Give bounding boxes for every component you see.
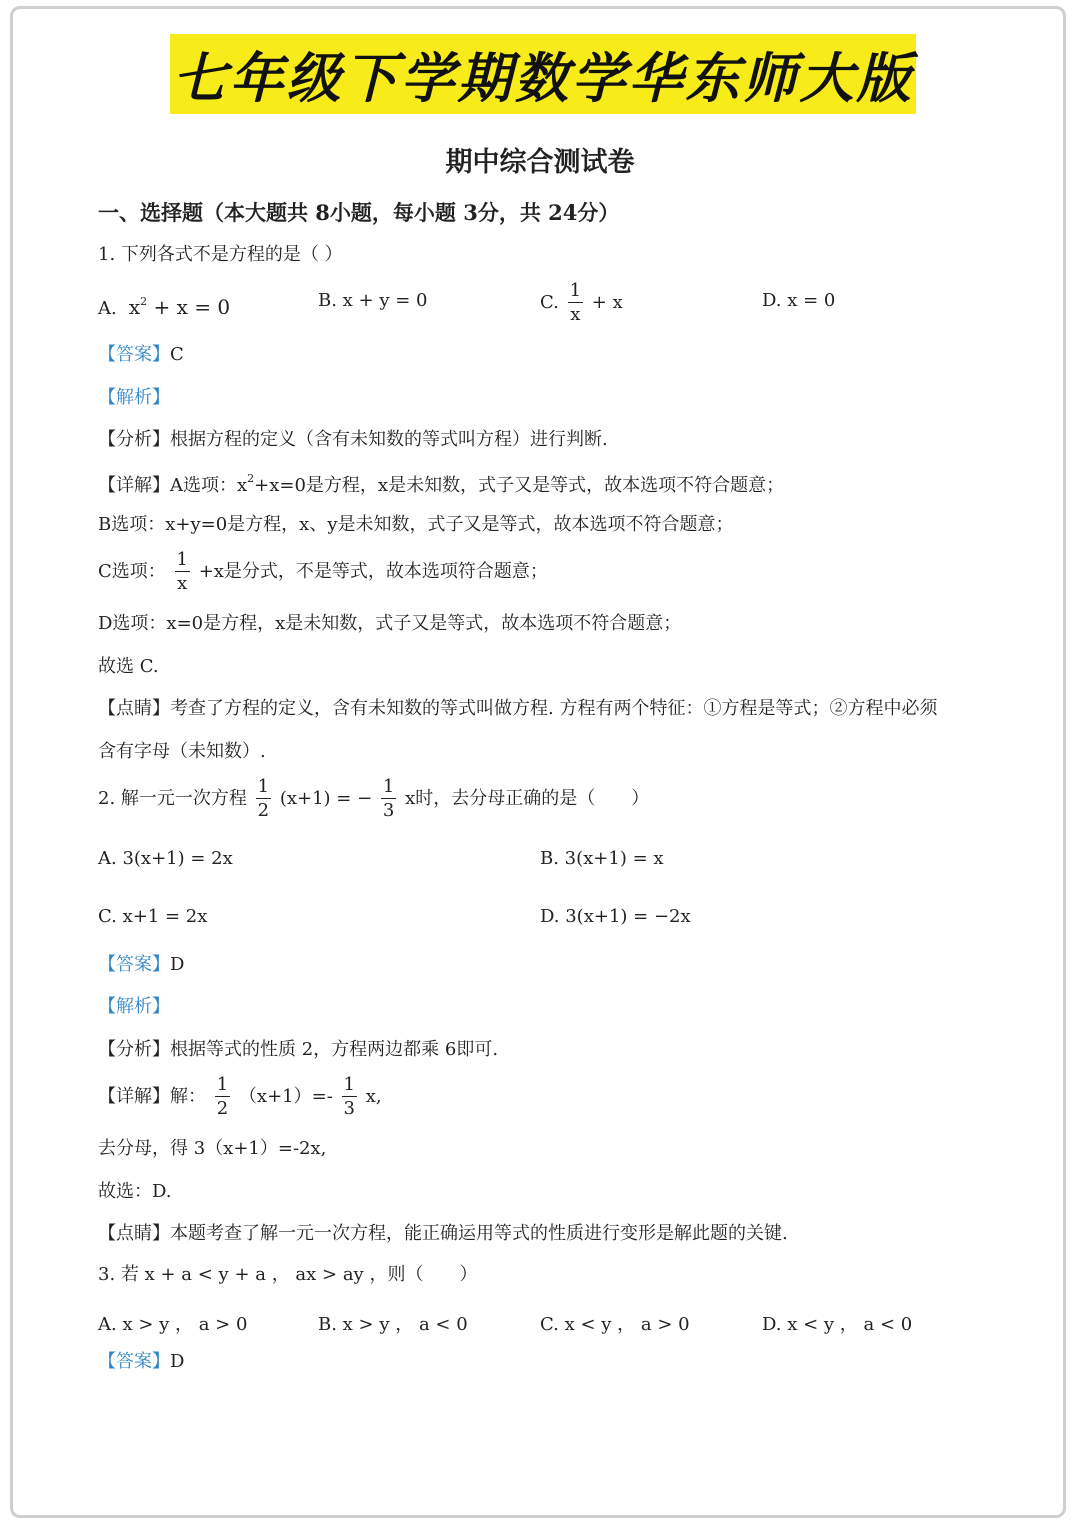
fraction: $\frac{1}{3}$ <box>343 1074 355 1119</box>
q2-answer: 【答案】D <box>98 954 185 975</box>
q1-analysis-tag: 【解析】 <box>98 387 170 408</box>
q3-option-b: B. x > y ， a < 0 <box>318 1314 468 1335</box>
q2-fenxi: 【分析】根据等式的性质 2，方程两边都乘 6即可. <box>98 1039 499 1060</box>
q2-option-a: A. 3(x+1) = 2x <box>98 848 233 869</box>
q2-option-d: D. 3(x+1) = −2x <box>540 906 691 927</box>
q3-answer: 【答案】D <box>98 1351 185 1372</box>
q1-option-b: B. x + y = 0 <box>318 290 428 311</box>
q1-detail-c: C选项： $\frac{1}{x}$ +x是分式，不是等式，故本选项符合题意； <box>98 549 548 594</box>
q3-option-d: D. x < y ， a < 0 <box>762 1314 913 1335</box>
question-2-stem: 2. 解一元一次方程 $\frac{1}{2}$ (x+1) = − $\frac{1}{3}$ x时，去分母正确的是（ ） <box>98 776 650 821</box>
q1-comment-2: 含有字母（未知数）. <box>98 741 266 762</box>
q2-analysis-tag: 【解析】 <box>98 996 170 1017</box>
page-border <box>10 6 1066 1518</box>
section-heading: 一、选择题（本大题共 8小题，每小题 3分，共 24分） <box>98 200 620 225</box>
title-banner <box>170 34 916 114</box>
q3-option-a: A. x > y ， a > 0 <box>98 1314 248 1335</box>
q1-option-c: C. $\frac{1}{x}$ + x <box>540 280 623 325</box>
q2-comment: 【点睛】本题考查了解一元一次方程，能正确运用等式的性质进行变形是解此题的关键. <box>98 1223 788 1244</box>
question-3-stem: 3. 若 x + a < y + a ， ax > ay ，则（ ） <box>98 1264 478 1285</box>
fraction: $\frac{1}{3}$ <box>382 776 395 821</box>
q1-detail-d: D选项：x=0是方程，x是未知数，式子又是等式，故本选项不符合题意； <box>98 613 682 634</box>
q3-option-c: C. x < y ， a > 0 <box>540 1314 690 1335</box>
q1-option-a: A. $x^2 + x = 0$ <box>98 295 231 319</box>
q1-fenxi: 【分析】根据方程的定义（含有未知数的等式叫方程）进行判断. <box>98 429 608 450</box>
fraction: $\frac{1}{x}$ <box>176 549 188 594</box>
q2-option-c: C. x+1 = 2x <box>98 906 208 927</box>
fraction: $\frac{1}{2}$ <box>216 1074 229 1119</box>
question-1-stem: 1. 下列各式不是方程的是（ ） <box>98 244 343 265</box>
q1-detail-b: B选项：x+y=0是方程，x、y是未知数，式子又是等式，故本选项不符合题意； <box>98 514 734 535</box>
q2-step: 去分母，得 3（x+1）=-2x, <box>98 1138 327 1159</box>
q1-answer: 【答案】C <box>98 344 184 365</box>
q2-detail: 【详解】解： $\frac{1}{2}$ （x+1）=- $\frac{1}{3}$ x, <box>98 1074 382 1119</box>
exam-subtitle: 期中综合测试卷 <box>445 147 635 178</box>
q1-choose: 故选 C. <box>98 656 159 677</box>
q2-option-b: B. 3(x+1) = x <box>540 848 664 869</box>
q1-option-d: D. x = 0 <box>762 290 836 311</box>
banner-title: 七年级下学期数学华东师大版 <box>172 46 914 110</box>
fraction: $\frac{1}{x}$ <box>569 280 582 325</box>
q2-choose: 故选：D. <box>98 1181 172 1202</box>
fraction: $\frac{1}{2}$ <box>257 776 270 821</box>
q1-detail-a: 【详解】A选项：$x^2+x=0$是方程，x是未知数，式子又是等式，故本选项不符合题意； <box>98 472 785 496</box>
q1-comment-1: 【点睛】考查了方程的定义，含有未知数的等式叫做方程. 方程有两个特征：①方程是等式；②方程中必须 <box>98 698 938 719</box>
